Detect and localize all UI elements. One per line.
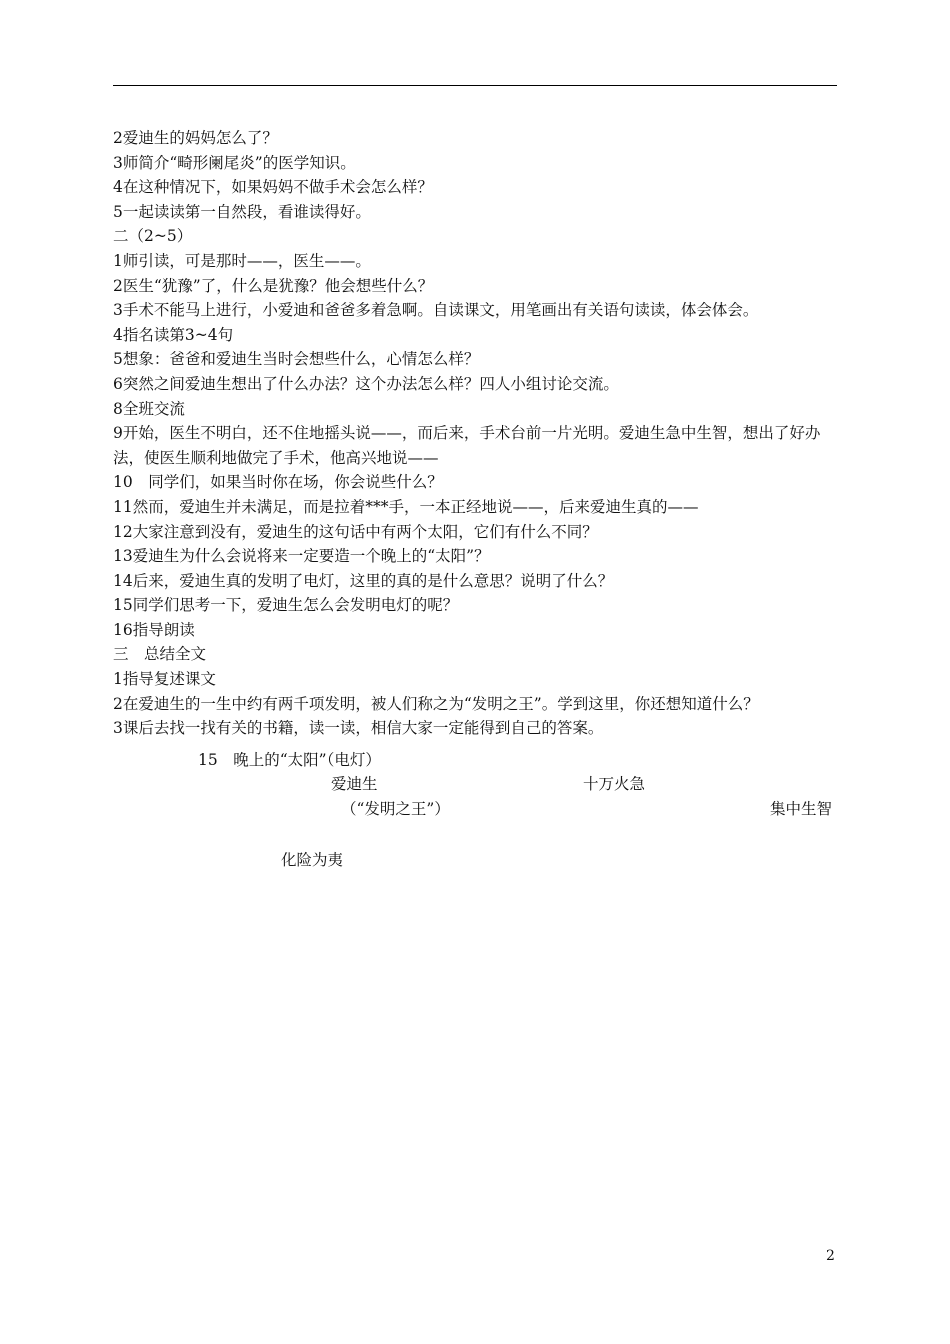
blackboard-inventor: （“发明之王”） — [341, 800, 450, 818]
section-heading: 三 总结全文 — [113, 645, 207, 664]
header-rule — [113, 85, 837, 86]
text-line: 11然而，爱迪生并未满足，而是拉着***手，一本正经地说——，后来爱迪生真的—— — [113, 497, 699, 516]
text-line: 13爱迪生为什么会说将来一定要造一个晚上的“太阳”？ — [113, 547, 490, 566]
text-line: 1师引读，可是那时——，医生——。 — [113, 251, 371, 270]
text-line: 4指名读第3~4句 — [113, 325, 234, 344]
text-line: 16指导朗读 — [113, 620, 195, 639]
section-heading: 二（2~5） — [113, 227, 193, 246]
text-line: 2医生“犹豫”了，什么是犹豫？他会想些什么？ — [113, 276, 434, 295]
text-line: 2在爱迪生的一生中约有两千项发明，被人们称之为“发明之王”。学到这里，你还想知道什么？ — [113, 694, 759, 713]
text-line: 8全班交流 — [113, 399, 185, 418]
text-line: 3师简介“畸形阑尾炎”的医学知识。 — [113, 153, 356, 172]
text-line: 3手术不能马上进行，小爱迪和爸爸多着急啊。自读课文，用笔画出有关语句读读，体会体会。 — [113, 301, 759, 320]
page-number: 2 — [826, 1248, 835, 1264]
text-line: 6突然之间爱迪生想出了什么办法？这个办法怎么样？四人小组讨论交流。 — [113, 374, 619, 393]
text-line: 15同学们思考一下，爱迪生怎么会发明电灯的呢？ — [113, 596, 459, 615]
text-line: 1指导复述课文 — [113, 670, 216, 689]
text-line: 3课后去找一找有关的书籍，读一读，相信大家一定能得到自己的答案。 — [113, 719, 604, 738]
blackboard-title: 15 晚上的“太阳”（电灯） — [198, 751, 381, 769]
text-line: 14后来，爱迪生真的发明了电灯，这里的真的是什么意思？说明了什么？ — [113, 571, 614, 590]
lesson-body — [113, 126, 843, 741]
blackboard-person: 爱迪生 — [331, 775, 378, 793]
text-line: 5想象：爸爸和爱迪生当时会想些什么，心情怎么样？ — [113, 350, 480, 369]
text-line: 2爱迪生的妈妈怎么了？ — [113, 129, 278, 147]
blackboard-quick-wit: 集中生智 — [770, 800, 833, 818]
blackboard-urgent: 十万火急 — [583, 775, 646, 793]
text-line: 10 同学们，如果当时你在场，你会说些什么？ — [113, 473, 443, 492]
text-line: 4在这种情况下，如果妈妈不做手术会怎么样？ — [113, 178, 433, 197]
text-paragraph: 9开始，医生不明白，还不住地摇头说——，而后来，手术台前一片光明。爱迪生急中生智，想出了好办法，使医生顺利地做完了手术，他高兴地说—— — [113, 424, 821, 467]
text-line: 12大家注意到没有，爱迪生的这句话中有两个太阳，它们有什么不同？ — [113, 522, 598, 541]
text-line: 5一起读读第一自然段，看谁读得好。 — [113, 202, 371, 221]
blackboard-outcome: 化险为夷 — [281, 851, 344, 869]
